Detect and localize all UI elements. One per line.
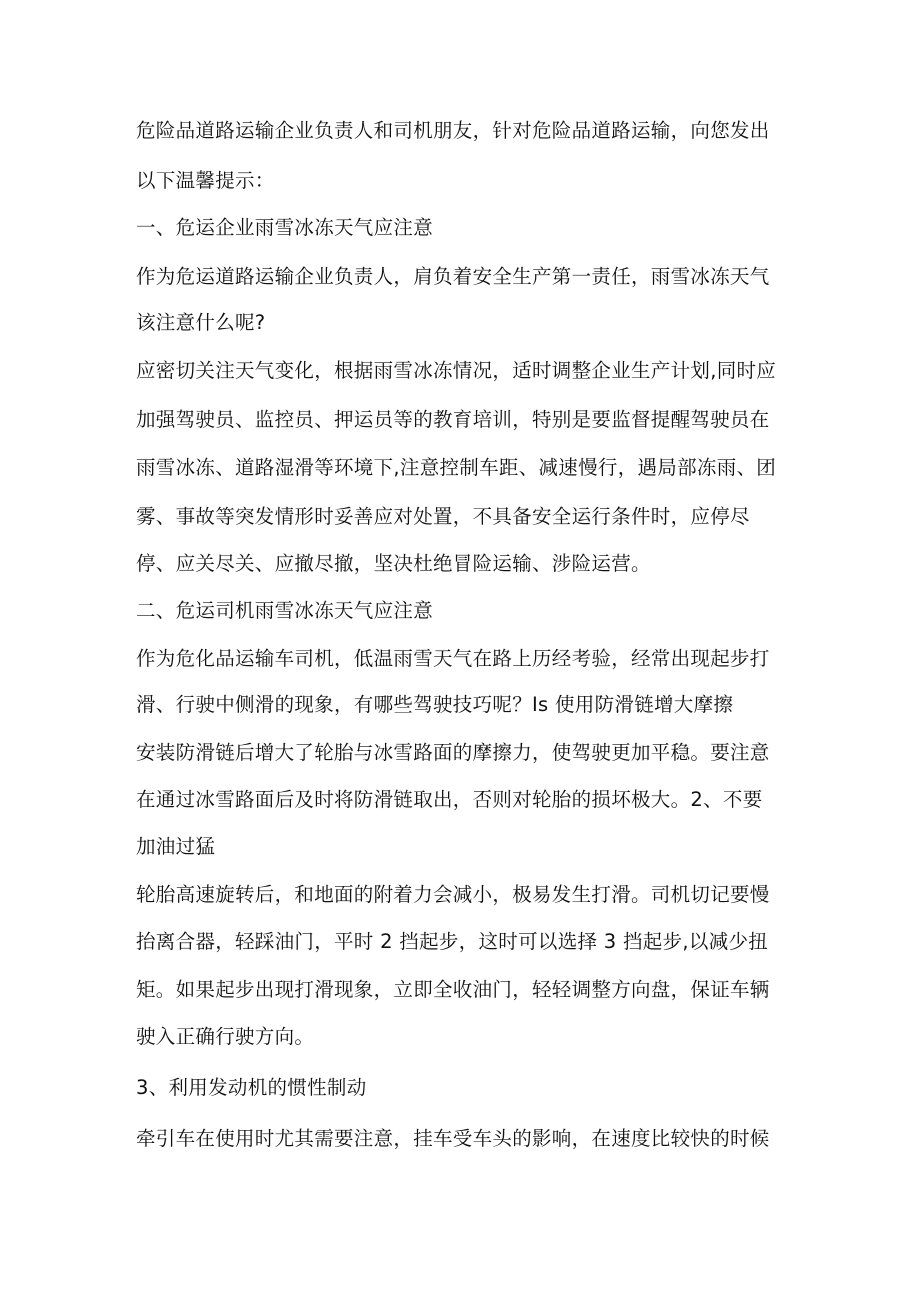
text-line: 危险品道路运输企业负责人和司机朋友，针对危险品道路运输，向您发出	[136, 119, 770, 142]
text-line: 应密切关注天气变化，根据雨雪冰冻情况，适时调整企业生产计划,同时应	[136, 359, 777, 382]
text-line: 驶入正确行驶方向。	[136, 1025, 315, 1048]
text-line: 加油过猛	[136, 835, 216, 858]
text-line: 停、应关尽关、应撤尽撤，坚决杜绝冒险运输、涉险运营。	[136, 552, 651, 575]
section-heading: 3、利用发动机的惯性制动	[136, 1076, 367, 1099]
text-line: 作为危化品运输车司机，低温雨雪天气在路上历经考验，经常出现起步打	[136, 647, 770, 670]
text-line: 加强驾驶员、监控员、押运员等的教育培训，特别是要监督提醒驾驶员在	[136, 408, 770, 431]
text-line: 轮胎高速旋转后，和地面的附着力会减小，极易发生打滑。司机切记要慢	[136, 883, 770, 906]
text-line: 滑、行驶中侧滑的现象，有哪些驾驶技巧呢？Is 使用防滑链增大摩擦	[136, 693, 734, 716]
text-line: 安装防滑链后增大了轮胎与冰雪路面的摩擦力，使驾驶更加平稳。要注意	[136, 741, 770, 764]
text-line: 雨雪冰冻、道路湿滑等环境下,注意控制车距、减速慢行，遇局部冻雨、团	[136, 456, 777, 479]
text-line: 抬离合器，轻踩油门，平时 2 挡起步，这时可以选择 3 挡起步,以减少扭	[136, 930, 769, 953]
text-line: 牵引车在使用时尤其需要注意，挂车受车头的影响，在速度比较快的时候	[136, 1127, 770, 1150]
text-line: 作为危运道路运输企业负责人，肩负着安全生产第一责任，雨雪冰冻天气	[136, 265, 770, 288]
section-heading: 二、危运司机雨雪冰冻天气应注意	[136, 599, 434, 622]
text-line: 在通过冰雪路面后及时将防滑链取出，否则对轮胎的损坏极大。2、不要	[136, 788, 763, 811]
text-line: 该注意什么呢?	[136, 311, 266, 334]
text-line: 矩。如果起步出现打滑现象，立即全收油门，轻轻调整方向盘，保证车辆	[136, 978, 770, 1001]
text-line: 雾、事故等突发情形时妥善应对处置，不具备安全运行条件时，应停尽	[136, 505, 750, 528]
section-heading: 一、危运企业雨雪冰冻天气应注意	[136, 216, 434, 239]
text-line: 以下温馨提示：	[136, 169, 275, 192]
